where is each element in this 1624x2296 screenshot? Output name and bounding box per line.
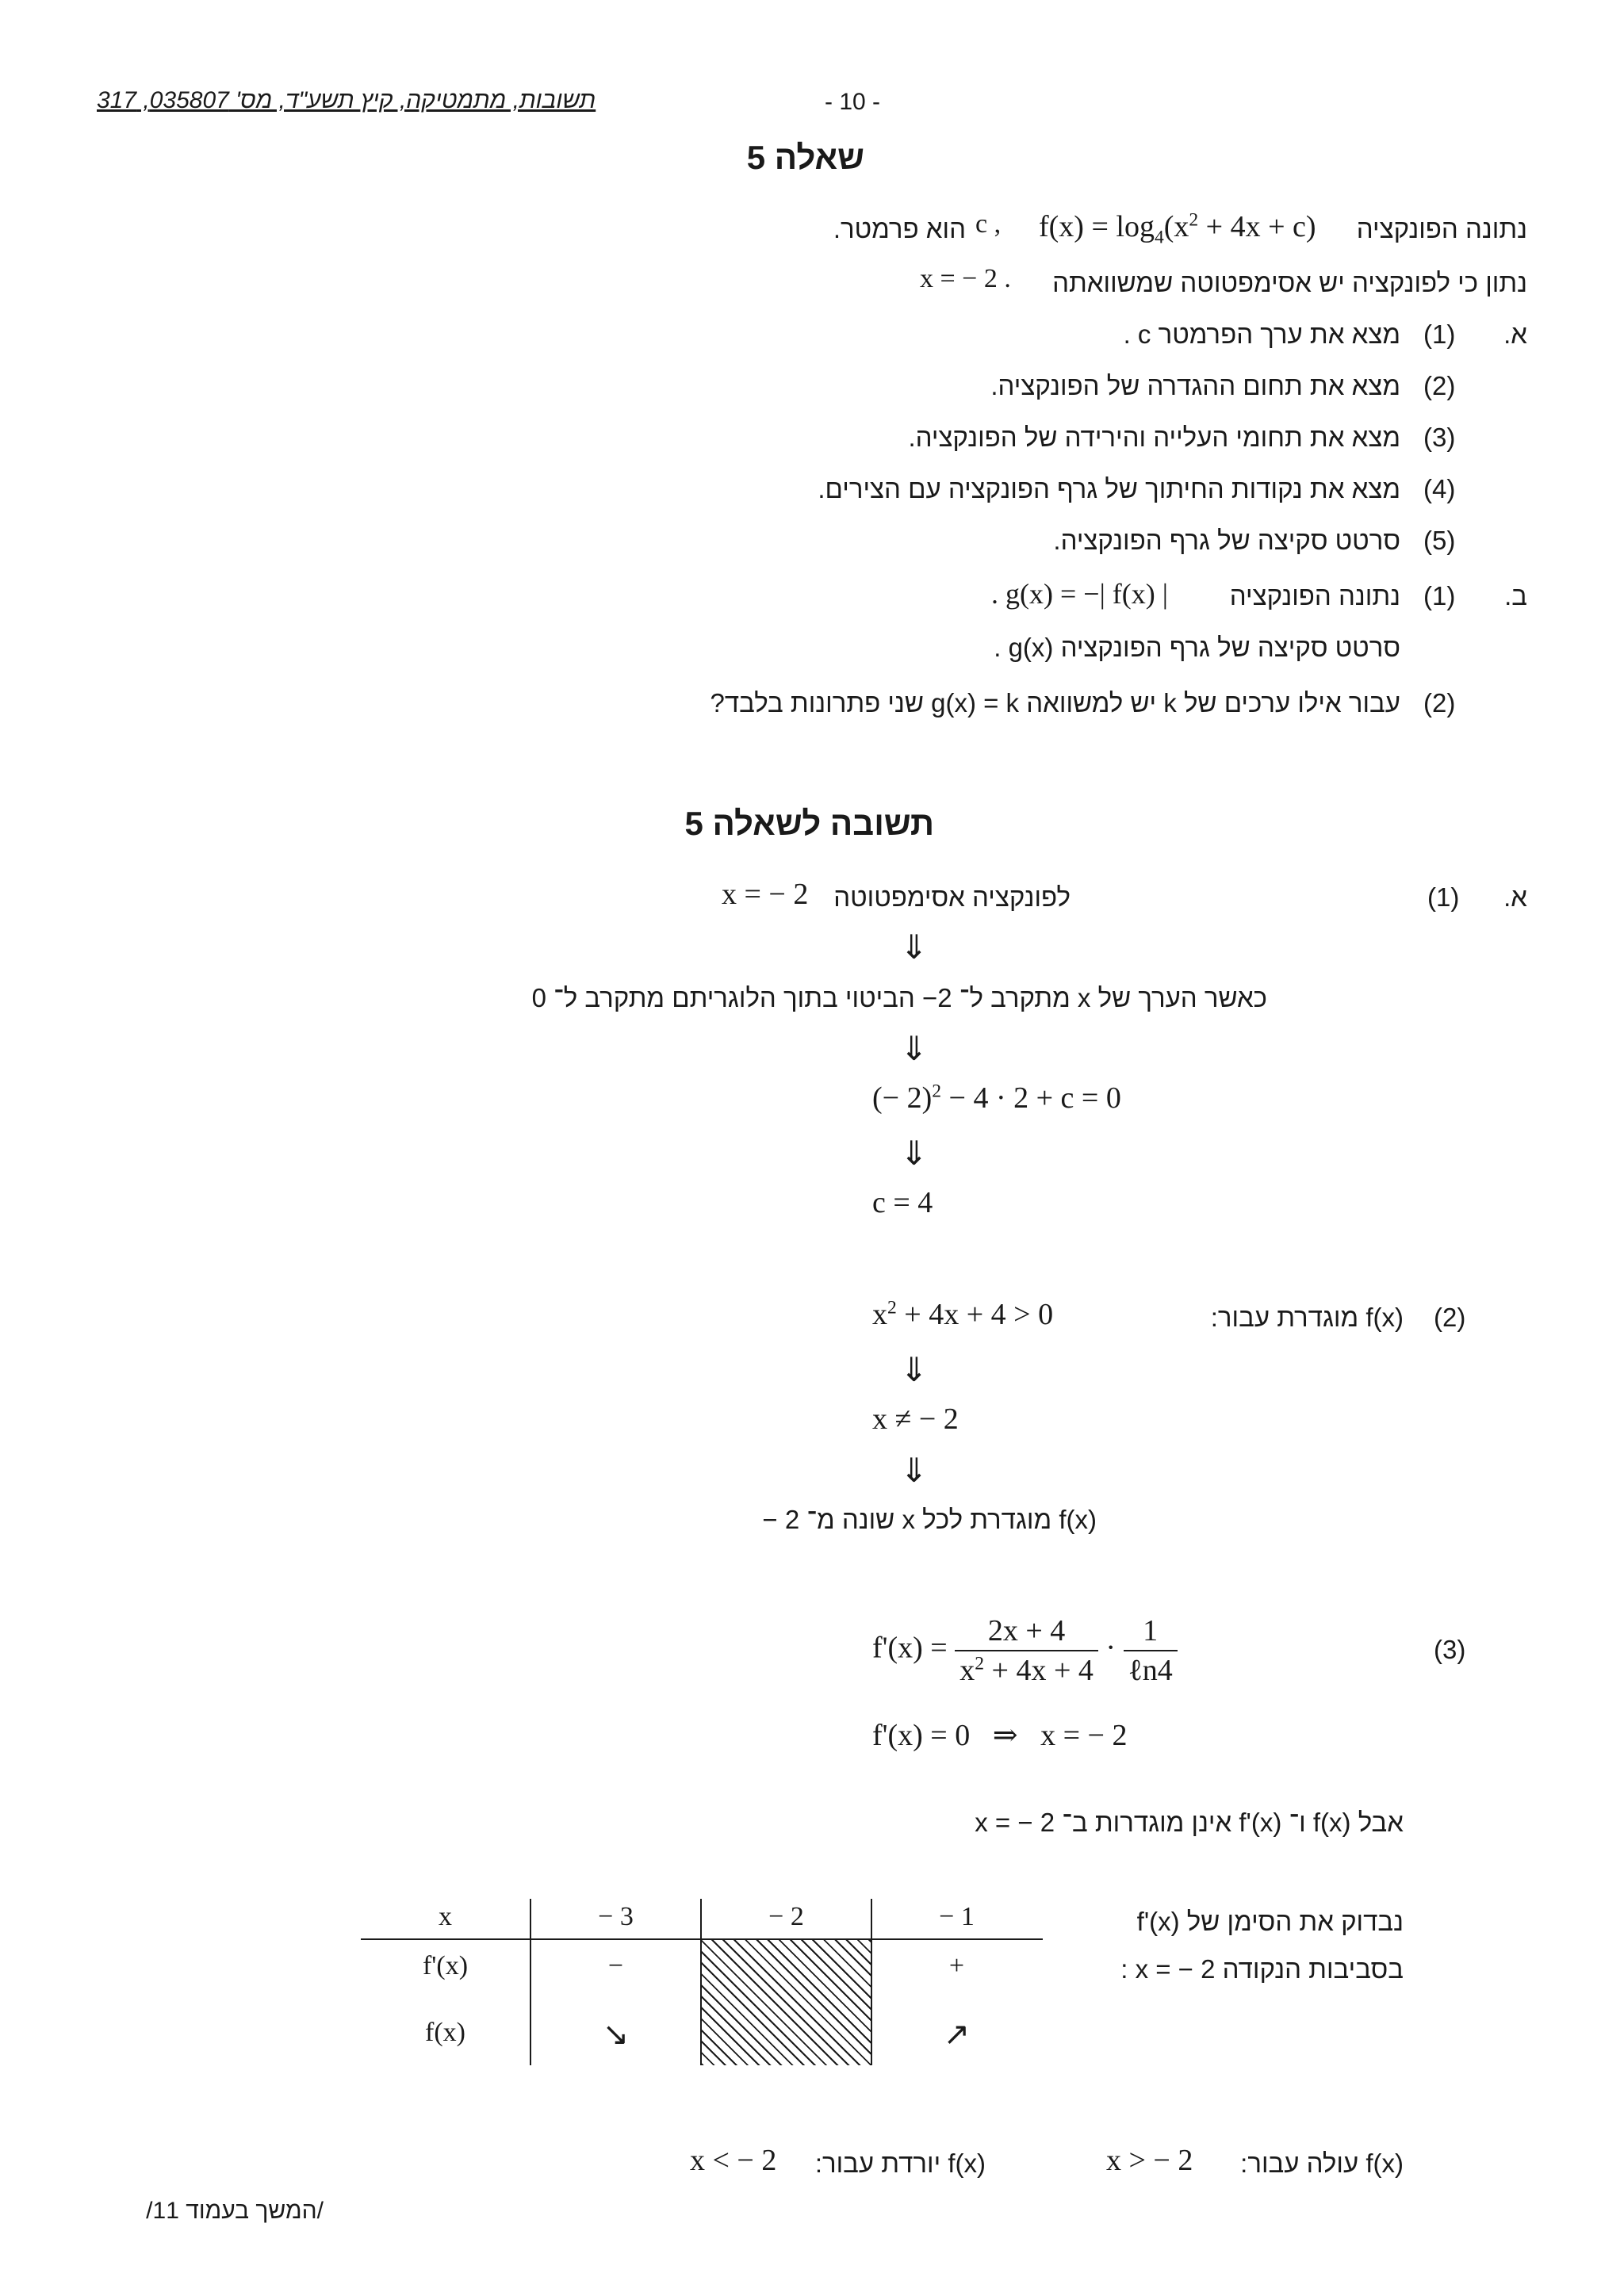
table-row-f: f(x) — [425, 2018, 465, 2047]
b2-num: (2) — [1423, 688, 1456, 718]
item-num-1: (1) — [1423, 320, 1456, 349]
a2-eq1: $x^2 + 4x + 4 > 0$ — [872, 1297, 1054, 1331]
answer-title: תשובה לשאלה 5 — [684, 805, 934, 842]
dec-text: f(x) יורדת עבור: — [814, 2149, 986, 2178]
table-row-fprime: f'(x) — [422, 1951, 469, 1980]
a1-eq1: (− 2)$^2$ − 4 · 2 + c = 0 — [872, 1081, 1121, 1115]
footer-continued: /המשך בעמוד 11/ — [146, 2198, 324, 2224]
a3-dot: · — [1105, 1631, 1116, 1665]
decreasing-arrow-icon: ↘ — [602, 2016, 630, 2053]
b1-function: . g(x) = −| f(x) | — [991, 578, 1168, 610]
a3-deriv-lhs: f'(x) = — [872, 1631, 948, 1665]
item-text-1: מצא את ערך הפרמטר c . — [1123, 320, 1400, 349]
part-a-label: א. — [1503, 320, 1527, 349]
a2-eq2: x ≠ − 2 — [872, 1402, 959, 1436]
a1-num: (1) — [1427, 882, 1460, 912]
a1-line1-text: לפונקציה אסימפטוטה — [833, 882, 1071, 912]
undefined-region — [702, 1940, 871, 2065]
inc-eq: x > − 2 — [1106, 2144, 1193, 2177]
header-course: תשובות, מתמטיקה, קיץ תשע"ד, מס' 035807, 317 — [97, 87, 596, 113]
table-fprime-1: − — [607, 1951, 624, 1980]
a3-fraction-2: $\frac{1}{\text{ℓn4}}$ — [1124, 1613, 1178, 1688]
item-num-3: (3) — [1423, 423, 1456, 452]
implies-arrow-4: ⇓ — [900, 1350, 929, 1389]
item-text-4: מצא את נקודות החיתוך של גרף הפונקציה עם הצירים. — [818, 474, 1400, 503]
item-num-4: (4) — [1423, 474, 1456, 503]
implies-arrow-3: ⇓ — [900, 1134, 929, 1173]
asymptote-eq: x = − 2 . — [920, 264, 1011, 293]
a1-line1-eq: x = − 2 — [722, 878, 809, 911]
answer-a-label: א. — [1503, 882, 1527, 912]
b2-text: עבור אילו ערכים של k יש למשוואה g(x) = k שני פתרונות בלבד? — [710, 688, 1400, 718]
table-x-3: − 1 — [939, 1902, 975, 1931]
page-number: - 10 - — [825, 89, 881, 115]
a2-label: f(x) מוגדרת עבור: — [1210, 1303, 1404, 1332]
inc-text: f(x) עולה עבור: — [1240, 2149, 1404, 2178]
a3-zero: f'(x) = 0 ⇒ x = − 2 — [872, 1719, 1128, 1752]
item-text-3: מצא את תחומי העלייה והירידה של הפונקציה. — [908, 423, 1400, 452]
a3-derivative — [872, 1613, 1178, 1688]
part-b-label: ב. — [1504, 581, 1527, 610]
a3-fraction-1: $\frac{2x + 4}{x^2 + 4x + 4}$ — [955, 1613, 1098, 1688]
a2-line3: f(x) מוגדרת לכל x שונה מ־ 2 − — [762, 1505, 1097, 1534]
implies-arrow-2: ⇓ — [900, 1029, 929, 1068]
table-x-1: − 3 — [598, 1902, 634, 1931]
table-fprime-3: + — [948, 1951, 965, 1980]
a3-but: אבל f(x) ו־ f'(x) אינן מוגדרות ב־ 2 − = x — [975, 1808, 1404, 1837]
a1-eq2: c = 4 — [872, 1186, 933, 1219]
b1-text: נתונה הפונקציה — [1229, 581, 1400, 610]
given-function: $f(x) = \log_4(x^2 + 4x + c)$ — [1039, 209, 1316, 248]
item-num-2: (2) — [1423, 371, 1456, 400]
sign-table — [361, 1899, 1043, 2065]
a3-num: (3) — [1434, 1635, 1466, 1664]
implies-arrow-1: ⇓ — [900, 928, 929, 966]
table-x-2: − 2 — [768, 1902, 804, 1931]
dec-eq: x < − 2 — [690, 2144, 777, 2177]
implies-arrow-5: ⇓ — [900, 1451, 929, 1490]
asymptote-text: נתון כי לפונקציה יש אסימפטוטה שמשוואתה — [1052, 268, 1527, 297]
item-text-5: סרטט סקיצה של גרף הפונקציה. — [1053, 526, 1400, 555]
sign-text-1: נבדוק את הסימן של f'(x) — [1136, 1907, 1404, 1936]
b1-text2: סרטט סקיצה של גרף הפונקציה g(x) . — [994, 633, 1400, 662]
item-text-2: מצא את תחום ההגדרה של הפונקציה. — [990, 371, 1400, 400]
a3-frac1-den: $x^2 + 4x + 4$ — [959, 1653, 1094, 1687]
question-title: שאלה 5 — [746, 139, 864, 176]
param-c: c , — [975, 209, 1002, 239]
a1-line2: כאשר הערך של x מתקרב ל־ 2− הביטוי בתוך הלוגריתם מתקרב ל־ 0 — [531, 983, 1267, 1012]
item-num-5: (5) — [1423, 526, 1456, 555]
sign-text-2: בסביבות הנקודה 2 − = x : — [1120, 1954, 1404, 1984]
table-header-x: x — [439, 1902, 452, 1931]
given-text: נתונה הפונקציה — [1356, 214, 1527, 243]
b1-num: (1) — [1423, 581, 1456, 610]
a2-num: (2) — [1434, 1303, 1466, 1332]
increasing-arrow-icon: ↗ — [943, 2016, 971, 2053]
param-text: הוא פרמטר. — [833, 214, 966, 243]
